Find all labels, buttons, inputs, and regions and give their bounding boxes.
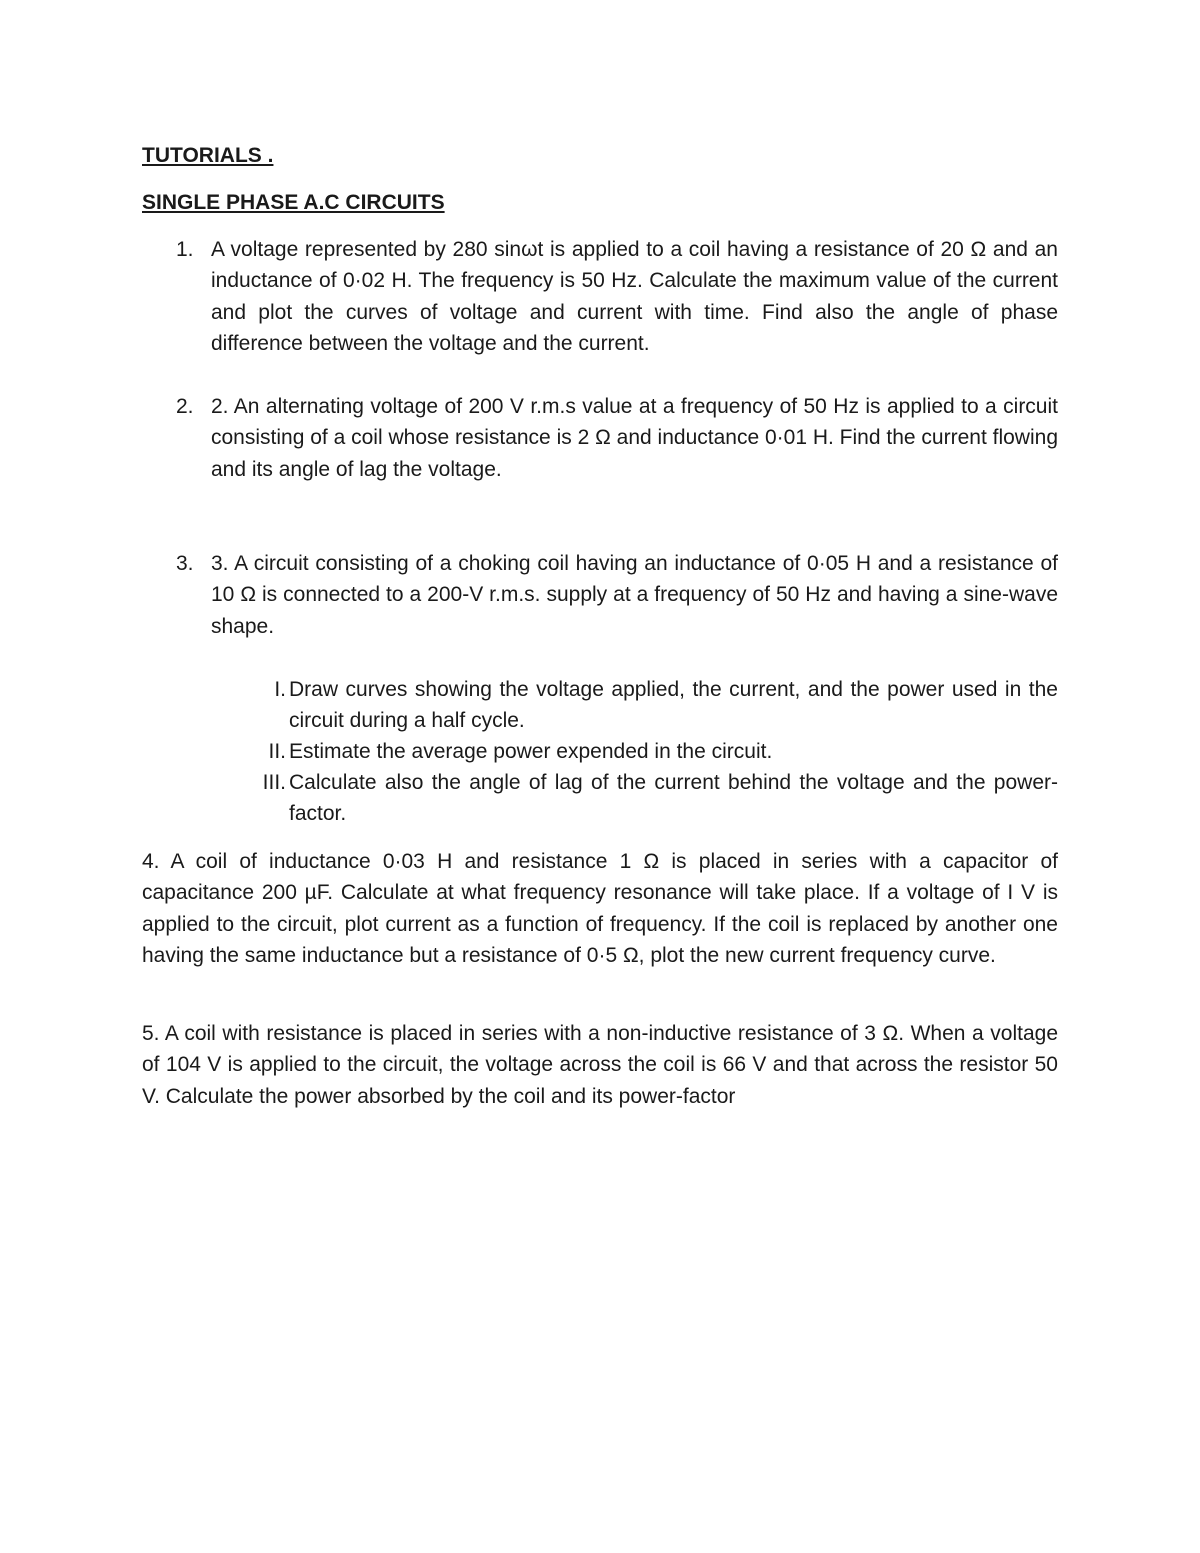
subitem-numeral: III. bbox=[262, 771, 286, 794]
subitem-text: Draw curves showing the voltage applied, the current, and the power used in the circuit during a half cycle. bbox=[289, 678, 1058, 732]
question-3-subitem-i bbox=[142, 674, 1058, 736]
title-tutorials: TUTORIALS . bbox=[142, 144, 274, 167]
subitem-text: Estimate the average power expended in the circuit. bbox=[289, 740, 773, 763]
question-2 bbox=[142, 391, 1058, 485]
question-1-text: A voltage represented by 280 sinωt is applied to a coil having a resistance of 20 Ω and an inductance of 0·02 H. The frequency is 50 Hz. Calculate the maximum value of the current and plot the curves of voltage and current with time. Find also the angle of phase difference between the voltage and the current. bbox=[211, 238, 1058, 355]
subitem-numeral: I. bbox=[274, 678, 286, 701]
question-3-subitem-ii bbox=[142, 736, 1058, 767]
section-heading: SINGLE PHASE A.C CIRCUITS bbox=[142, 191, 445, 214]
subitem-numeral: II. bbox=[268, 740, 286, 763]
question-3-number: 3. bbox=[176, 552, 194, 575]
question-3-subitem-iii bbox=[142, 767, 1058, 829]
question-5-text: 5. A coil with resistance is placed in series with a non-inductive resistance of 3 Ω. When a voltage of 104 V is applied to the circuit, the voltage across the coil is 66 V and that across the resistor 50 V. Calculate the power absorbed by the coil and its power-factor bbox=[142, 1022, 1058, 1108]
question-2-text: 2. An alternating voltage of 200 V r.m.s value at a frequency of 50 Hz is applied to a circuit consisting of a coil whose resistance is 2 Ω and inductance 0·01 H. Find the current flowing and its angle of lag the voltage. bbox=[211, 395, 1058, 481]
question-3-text: 3. A circuit consisting of a choking coil having an inductance of 0·05 H and a resistance of 10 Ω is connected to a 200-V r.m.s. supply at a frequency of 50 Hz and having a sine-wave shape. bbox=[211, 552, 1058, 638]
question-1-number: 1. bbox=[176, 238, 194, 261]
question-2-number: 2. bbox=[176, 395, 194, 418]
subitem-text: Calculate also the angle of lag of the current behind the voltage and the power-factor. bbox=[289, 771, 1058, 825]
question-3 bbox=[142, 548, 1058, 642]
question-1 bbox=[142, 234, 1058, 359]
question-4-text: 4. A coil of inductance 0·03 H and resistance 1 Ω is placed in series with a capacitor of capacitance 200 µF. Calculate at what frequency resonance will take place. If a voltage of I V is applied to the circuit, plot current as a function of frequency. If the coil is replaced by another one having the same inductance but a resistance of 0·5 Ω, plot the new current frequency curve. bbox=[142, 850, 1058, 967]
